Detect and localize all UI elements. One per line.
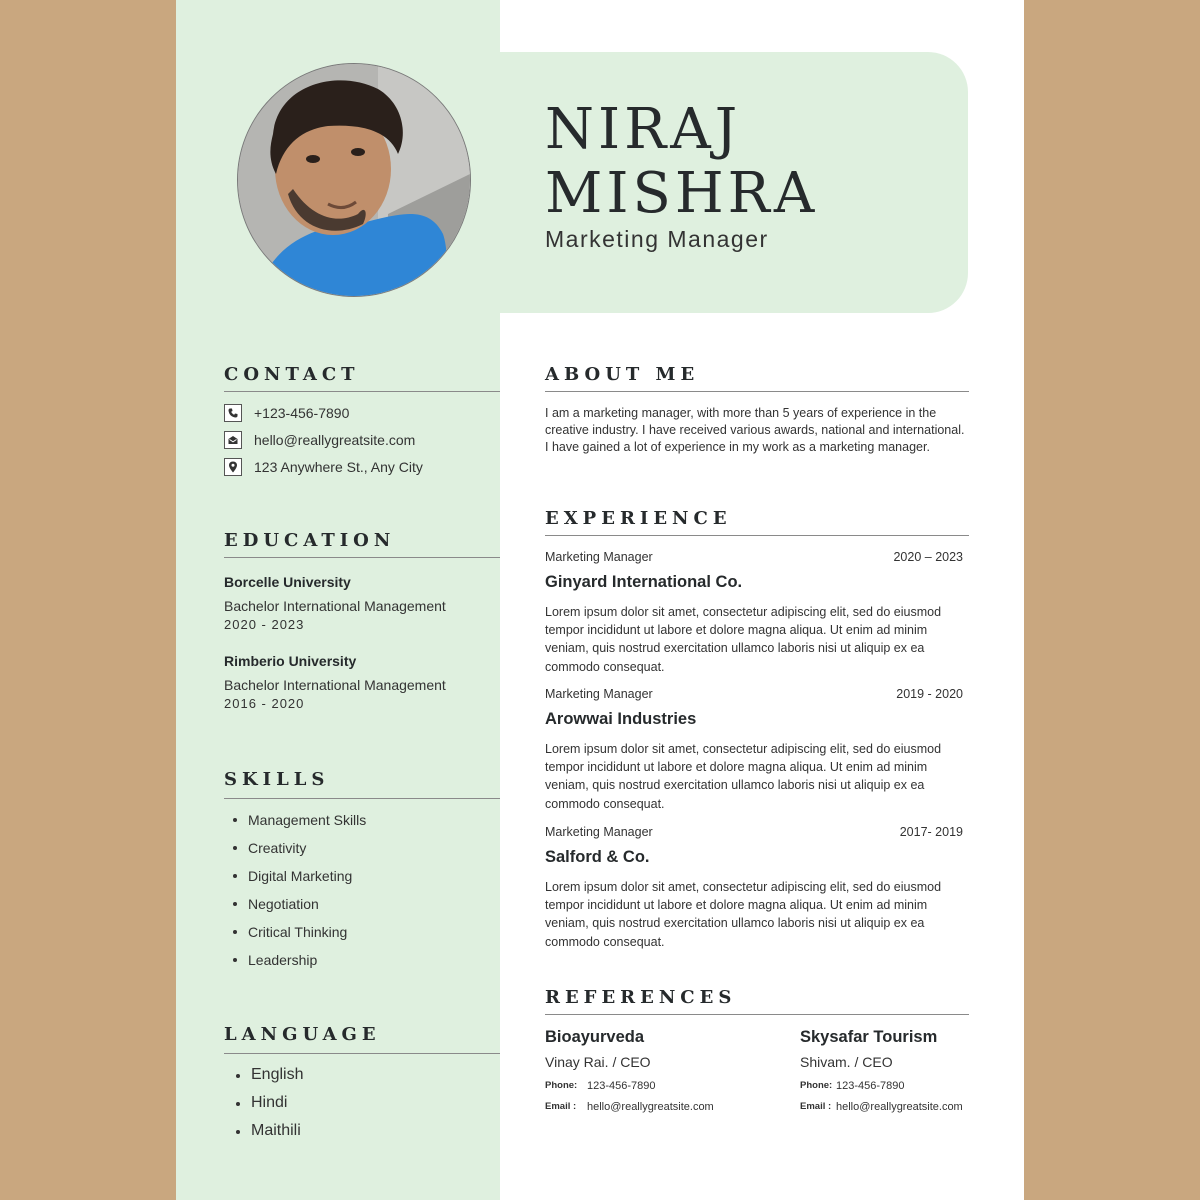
contact-email-text: hello@reallygreatsite.com bbox=[254, 432, 416, 448]
contact-address-text: 123 Anywhere St., Any City bbox=[254, 459, 423, 475]
language-list bbox=[227, 1065, 303, 1149]
email-label: Email : bbox=[545, 1101, 577, 1112]
language-item: English bbox=[227, 1065, 303, 1093]
reference-entry bbox=[800, 1028, 1020, 1116]
education-divider bbox=[224, 557, 500, 558]
education-years: 2016 - 2020 bbox=[224, 696, 305, 711]
reference-person: Shivam. / CEO bbox=[800, 1054, 893, 1070]
contact-email bbox=[224, 430, 415, 450]
reference-phone-value: 123-456-7890 bbox=[836, 1080, 905, 1092]
resume-page bbox=[176, 0, 1024, 1200]
skill-item: Leadership bbox=[224, 950, 366, 978]
experience-heading: EXPERIENCE bbox=[545, 508, 732, 529]
job-role: Marketing Manager bbox=[545, 825, 653, 839]
job-company: Ginyard International Co. bbox=[545, 573, 743, 591]
language-heading: LANGUAGE bbox=[224, 1024, 381, 1045]
about-heading: ABOUT ME bbox=[545, 364, 700, 385]
phone-icon bbox=[224, 404, 242, 422]
contact-phone-text: +123-456-7890 bbox=[254, 405, 350, 421]
job-company: Arowwai Industries bbox=[545, 710, 697, 728]
references-heading: REFERENCES bbox=[545, 987, 737, 1008]
profile-photo bbox=[237, 63, 471, 297]
contact-divider bbox=[224, 391, 500, 392]
about-divider bbox=[545, 391, 969, 392]
language-divider bbox=[224, 1053, 500, 1054]
education-years: 2020 - 2023 bbox=[224, 617, 305, 632]
reference-email-value: hello@reallygreatsite.com bbox=[587, 1101, 714, 1113]
skill-item: Negotiation bbox=[224, 894, 366, 922]
reference-phone-value: 123-456-7890 bbox=[587, 1080, 656, 1092]
first-name: NIRAJ bbox=[545, 97, 742, 162]
skill-item: Digital Marketing bbox=[224, 866, 366, 894]
email-icon bbox=[224, 431, 242, 449]
contact-address bbox=[224, 457, 423, 477]
language-item: Maithili bbox=[227, 1121, 303, 1149]
reference-org: Bioayurveda bbox=[545, 1028, 645, 1046]
job-role: Marketing Manager bbox=[545, 550, 653, 564]
job-description: Lorem ipsum dolor sit amet, consectetur adipiscing elit, sed do eiusmod tempor incididunt ut labore et dolore magna aliqua. Ut enim ad minim veniam, quis nostrud exercitation ullamco laboris nisi ut aliquip ex ea commodo consequat. bbox=[545, 742, 942, 811]
job-description: Lorem ipsum dolor sit amet, consectetur adipiscing elit, sed do eiusmod tempor incididunt ut labore et dolore magna aliqua. Ut enim ad minim veniam, quis nostrud exercitation ullamco laboris nisi ut aliquip ex ea commodo consequat. bbox=[545, 605, 942, 674]
reference-person: Vinay Rai. / CEO bbox=[545, 1054, 651, 1070]
skills-heading: SKILLS bbox=[224, 769, 330, 790]
skill-item: Creativity bbox=[224, 838, 366, 866]
location-icon bbox=[224, 458, 242, 476]
job-company: Salford & Co. bbox=[545, 848, 650, 866]
education-heading: EDUCATION bbox=[224, 530, 396, 551]
job-title: Marketing Manager bbox=[545, 226, 769, 252]
skills-divider bbox=[224, 798, 500, 799]
reference-email-value: hello@reallygreatsite.com bbox=[836, 1101, 963, 1113]
reference-phone bbox=[545, 1080, 765, 1095]
experience-entry bbox=[545, 825, 963, 951]
skills-list bbox=[224, 810, 366, 978]
phone-label: Phone: bbox=[545, 1080, 578, 1091]
email-label: Email : bbox=[800, 1101, 832, 1112]
job-years: 2020 – 2023 bbox=[893, 550, 963, 564]
contact-phone bbox=[224, 403, 349, 423]
name-heading bbox=[545, 98, 818, 226]
skill-item: Management Skills bbox=[224, 810, 366, 838]
job-description: Lorem ipsum dolor sit amet, consectetur adipiscing elit, sed do eiusmod tempor incididunt ut labore et dolore magna aliqua. Ut enim ad minim veniam, quis nostrud exercitation ullamco laboris nisi ut aliquip ex ea commodo consequat. bbox=[545, 880, 942, 949]
experience-entry bbox=[545, 550, 963, 676]
last-name: MISHRA bbox=[545, 161, 819, 226]
language-item: Hindi bbox=[227, 1093, 303, 1121]
references-divider bbox=[545, 1014, 969, 1015]
contact-heading: CONTACT bbox=[224, 364, 360, 385]
reference-entry bbox=[545, 1028, 765, 1116]
experience-divider bbox=[545, 535, 969, 536]
reference-phone bbox=[800, 1080, 1020, 1095]
experience-entry bbox=[545, 687, 963, 813]
education-school: Borcelle University bbox=[224, 574, 351, 590]
job-years: 2019 - 2020 bbox=[896, 687, 963, 701]
skill-item: Critical Thinking bbox=[224, 922, 366, 950]
education-school: Rimberio University bbox=[224, 653, 357, 669]
reference-org: Skysafar Tourism bbox=[800, 1028, 938, 1046]
phone-label: Phone: bbox=[800, 1080, 833, 1091]
reference-email bbox=[545, 1101, 765, 1116]
job-role: Marketing Manager bbox=[545, 687, 653, 701]
job-years: 2017- 2019 bbox=[899, 825, 963, 839]
education-degree: Bachelor International Management bbox=[224, 677, 446, 693]
education-degree: Bachelor International Management bbox=[224, 598, 446, 614]
reference-email bbox=[800, 1101, 1020, 1116]
about-text: I am a marketing manager, with more than 5 years of experience in the creative industry. I have received various awards, national and international. I have gained a lot of experience in my work as a marketing manager. bbox=[545, 406, 965, 454]
